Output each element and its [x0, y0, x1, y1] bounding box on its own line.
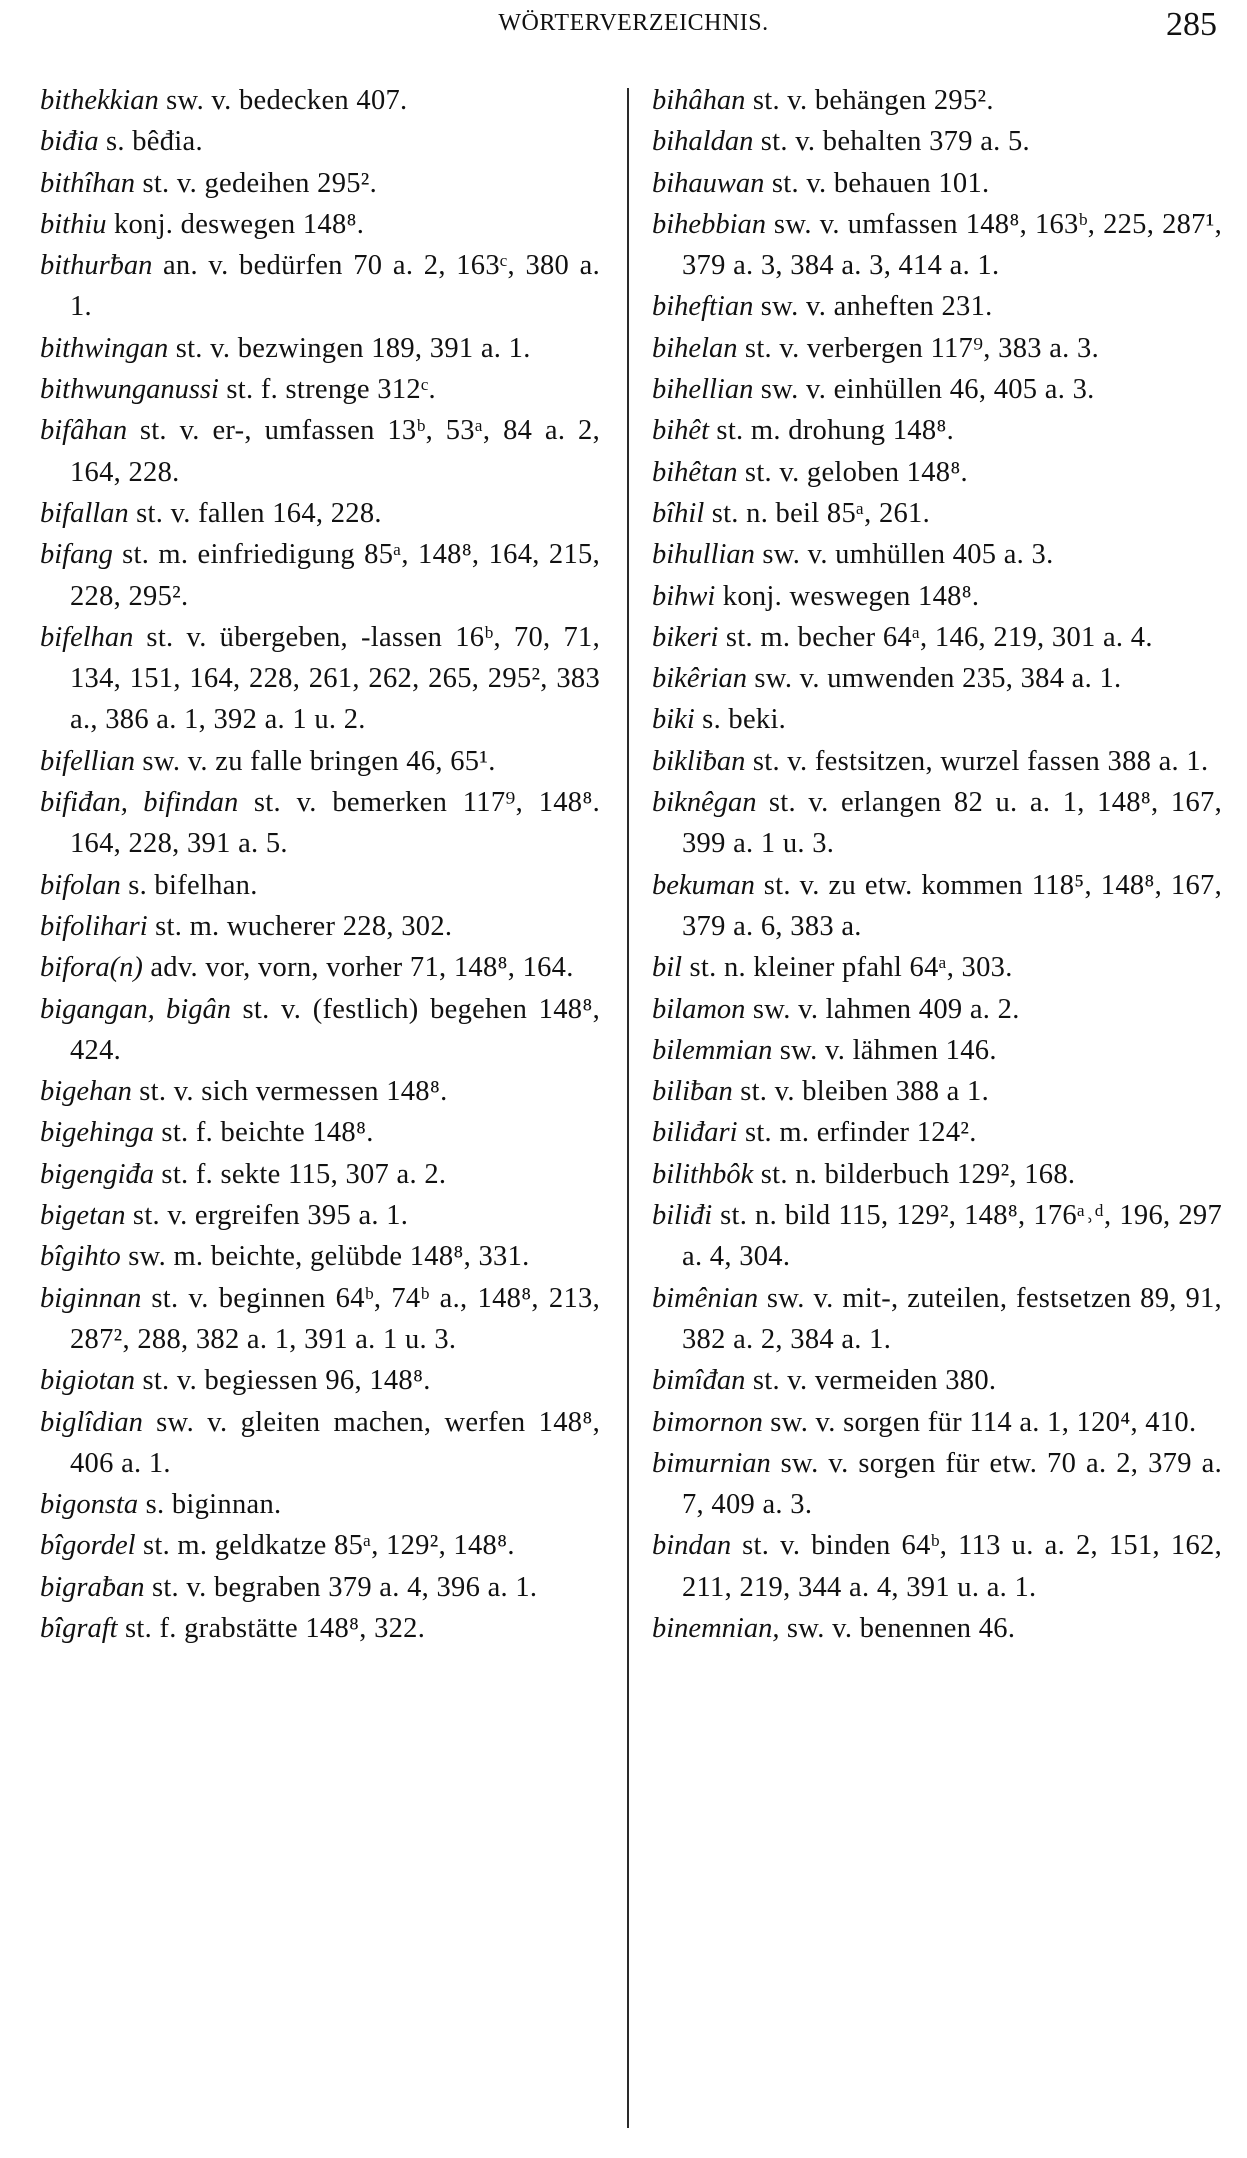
entry-headword: bigehinga — [40, 1117, 154, 1149]
dictionary-entry — [40, 1484, 600, 1525]
entry-definition: st. v. begiessen 96, 148⁸. — [135, 1365, 431, 1397]
dictionary-entry — [40, 741, 600, 782]
entry-definition: sw. v. umhüllen 405 a. 3. — [754, 539, 1054, 571]
entry-headword: bihêtan — [652, 456, 738, 488]
entry-headword: bigehan — [40, 1076, 132, 1108]
dictionary-entry — [40, 204, 600, 245]
entry-headword: bifolan — [40, 869, 121, 901]
dictionary-entry — [652, 1154, 1222, 1195]
dictionary-entry — [652, 617, 1222, 658]
entry-headword: bil — [652, 952, 683, 984]
page-number: 285 — [1166, 6, 1217, 43]
entry-headword: bimîđan — [652, 1365, 746, 1397]
entry-headword: bigraƀan — [40, 1571, 145, 1603]
entry-definition: st. v. begraben 379 a. 4, 396 a. 1. — [144, 1571, 538, 1603]
dictionary-entry — [652, 658, 1222, 699]
dictionary-entry — [652, 369, 1222, 410]
entry-definition: s. beki. — [694, 704, 787, 736]
entry-definition: st. v. bleiben 388 a 1. — [732, 1076, 990, 1108]
dictionary-entry — [40, 1402, 600, 1485]
entry-headword: bîgordel — [40, 1530, 136, 1562]
dictionary-entry — [652, 1195, 1222, 1278]
entry-headword: bithwingan — [40, 332, 169, 364]
entry-definition: sw. v. bedecken 407. — [158, 85, 408, 116]
entry-definition: st. v. geloben 148⁸. — [737, 456, 968, 488]
entry-definition: st. v. bezwingen 189, 391 a. 1. — [168, 332, 531, 364]
entry-definition: st. v. festsitzen, wurzel fassen 388 a. 1. — [745, 745, 1209, 777]
dictionary-entry — [40, 80, 600, 121]
entry-definition: st. n. beil 85ᵃ, 261. — [704, 497, 931, 529]
dictionary-entry — [652, 1360, 1222, 1401]
dictionary-entry — [40, 328, 600, 369]
entry-headword: bihwi — [652, 580, 716, 612]
entry-definition: sw. v. gleiten machen, werfen 148⁸, 406 a. 1. — [70, 1406, 600, 1479]
entry-definition: sw. v. umwenden 235, 384 a. 1. — [746, 663, 1122, 695]
entry-definition: st. f. grabstätte 148⁸, 322. — [117, 1612, 426, 1644]
entry-definition: an. v. bedürfen 70 a. 2, 163ᶜ, 380 a. 1. — [70, 250, 600, 323]
entry-definition: sw. m. beichte, gelübde 148⁸, 331. — [120, 1241, 530, 1273]
dictionary-entry — [40, 1112, 600, 1153]
entry-definition: sw. v. zu falle bringen 46, 65¹. — [135, 745, 496, 777]
dictionary-entry — [652, 163, 1222, 204]
dictionary-entry — [652, 699, 1222, 740]
dictionary-entry — [40, 1567, 600, 1608]
entry-definition: st. n. kleiner pfahl 64ᵃ, 303. — [682, 952, 1013, 984]
dictionary-entry — [652, 741, 1222, 782]
dictionary-entry — [40, 369, 600, 410]
entry-headword: bifora(n) — [40, 952, 143, 984]
entry-headword: biki — [652, 704, 695, 736]
entry-definition: st. v. behalten 379 a. 5. — [753, 126, 1030, 158]
entry-headword: bikliƀan — [652, 745, 746, 777]
dictionary-entry — [40, 617, 600, 741]
entry-definition: st. f. beichte 148⁸. — [154, 1117, 374, 1149]
entry-headword: bifiđan, bifindan — [40, 787, 239, 819]
entry-definition: st. f. strenge 312ᶜ. — [218, 374, 436, 406]
dictionary-entry — [40, 1236, 600, 1277]
entry-definition: konj. deswegen 148⁸. — [106, 208, 365, 240]
entry-definition: st. m. einfriedigung 85ᵃ, 148⁸, 164, 215, 228, 295². — [70, 539, 600, 612]
entry-headword: bigetan — [40, 1200, 126, 1232]
entry-definition: st. v. bemerken 117⁹, 148⁸. 164, 228, 391 a. 5. — [70, 787, 601, 860]
entry-headword: bithwunganussi — [40, 374, 219, 406]
entry-definition: st. m. geldkatze 85ᵃ, 129², 148⁸. — [135, 1530, 515, 1562]
entry-headword: bimornon — [652, 1406, 763, 1438]
entry-definition: st. v. fallen 164, 228. — [128, 497, 382, 529]
entry-definition: st. v. er-, umfassen 13ᵇ, 53ᵃ, 84 a. 2, 164, 228. — [70, 415, 600, 488]
dictionary-entry — [40, 493, 600, 534]
entry-definition: s. bifelhan. — [120, 869, 258, 901]
entry-headword: bikêrian — [652, 663, 747, 695]
dictionary-entry — [652, 1608, 1222, 1649]
entry-headword: bimênian — [652, 1282, 759, 1314]
page-header — [0, 0, 1247, 60]
page-title: WÖRTERVERZEICHNIS. — [498, 10, 769, 36]
entry-headword: biglîdian — [40, 1406, 143, 1438]
entry-headword: biliđari — [652, 1117, 738, 1149]
entry-definition: st. v. binden 64ᵇ, 113 u. a. 2, 151, 162, 211, 219, 344 a. 4, 391 u. a. 1. — [682, 1530, 1222, 1603]
entry-headword: bihêt — [652, 415, 709, 447]
dictionary-entry — [652, 989, 1222, 1030]
entry-headword: bithîhan — [40, 167, 136, 199]
entry-definition: st. v. sich vermessen 148⁸. — [131, 1076, 448, 1108]
entry-headword: bihauwan — [652, 167, 765, 199]
dictionary-entry — [652, 1402, 1222, 1443]
entry-headword: bifelhan — [40, 621, 134, 653]
dictionary-entry — [40, 1608, 600, 1649]
entry-headword: bithurƀan — [40, 250, 153, 282]
dictionary-entry — [40, 1360, 600, 1401]
entry-definition: sw. v. lähmen 146. — [772, 1034, 997, 1066]
dictionary-entry — [652, 410, 1222, 451]
entry-definition: st. v. verbergen 117⁹, 383 a. 3. — [737, 332, 1100, 364]
dictionary-entry — [652, 204, 1222, 287]
entry-headword: bîgraft — [40, 1612, 118, 1644]
entry-definition: st. m. wucherer 228, 302. — [147, 910, 453, 942]
dictionary-entry — [652, 865, 1222, 948]
entry-definition: st. v. (festlich) begehen 148⁸, 424. — [70, 993, 600, 1066]
dictionary-entry — [40, 1071, 600, 1112]
entry-headword: biheftian — [652, 291, 754, 323]
entry-definition: st. f. sekte 115, 307 a. 2. — [154, 1158, 447, 1190]
entry-headword: bindan — [652, 1530, 732, 1562]
entry-headword: bikeri — [652, 621, 719, 653]
entry-definition: sw. v. mit-, zuteilen, festsetzen 89, 91, 382 a. 2, 384 a. 1. — [682, 1282, 1222, 1355]
dictionary-entry — [40, 410, 600, 493]
entry-headword: bîgihto — [40, 1241, 121, 1273]
dictionary-entry — [40, 1154, 600, 1195]
dictionary-entry — [40, 163, 600, 204]
entry-headword: bihebbian — [652, 208, 766, 240]
entry-headword: bifellian — [40, 745, 135, 777]
dictionary-entry — [40, 1525, 600, 1566]
entry-definition: st. v. übergeben, -lassen 16ᵇ, 70, 71, 134, 151, 164, 228, 261, 262, 265, 295², 383 a., 386 a. 1, 392 a. 1 u. 2. — [70, 621, 600, 736]
entry-definition: s. bêđia. — [98, 126, 203, 158]
entry-definition: st. m. becher 64ᵃ, 146, 219, 301 a. 4. — [718, 621, 1153, 653]
entry-headword: bihaldan — [652, 126, 754, 158]
entry-definition: st. n. bilderbuch 129², 168. — [753, 1158, 1076, 1190]
entry-definition: sw. v. benennen 46. — [779, 1612, 1016, 1644]
dictionary-entry — [652, 534, 1222, 575]
entry-headword: bigiotan — [40, 1365, 136, 1397]
dictionary-entry — [652, 493, 1222, 534]
dictionary-entry — [40, 782, 600, 865]
dictionary-entry — [40, 1278, 600, 1361]
entry-definition: st. v. beginnen 64ᵇ, 74ᵇ a., 148⁸, 213, 287², 288, 382 a. 1, 391 a. 1 u. 3. — [70, 1282, 600, 1355]
entry-definition: st. v. behängen 295². — [745, 85, 994, 116]
entry-definition: st. v. vermeiden 380. — [745, 1365, 997, 1397]
entry-definition: sw. v. einhüllen 46, 405 a. 3. — [753, 374, 1095, 406]
entry-definition: st. m. erfinder 124². — [737, 1117, 977, 1149]
dictionary-entry — [652, 1030, 1222, 1071]
dictionary-entry — [40, 121, 600, 162]
entry-definition: sw. v. lahmen 409 a. 2. — [745, 993, 1020, 1025]
dictionary-entry — [40, 947, 600, 988]
entry-headword: bifallan — [40, 497, 129, 529]
entry-definition: adv. vor, vorn, vorher 71, 148⁸, 164. — [142, 952, 574, 984]
entry-headword: biđia — [40, 126, 99, 158]
dictionary-entry — [40, 865, 600, 906]
entry-headword: bihâhan — [652, 85, 746, 116]
entry-headword: bigangan, bigân — [40, 993, 231, 1025]
entry-definition: konj. weswegen 148⁸. — [715, 580, 980, 612]
dictionary-entry — [40, 534, 600, 617]
entry-definition: st. v. behauen 101. — [764, 167, 990, 199]
entry-headword: biliƀan — [652, 1076, 733, 1108]
entry-headword: bifang — [40, 539, 113, 571]
entry-headword: bifolihari — [40, 910, 148, 942]
entry-headword: bihelan — [652, 332, 738, 364]
dictionary-entry — [652, 328, 1222, 369]
entry-definition: st. v. ergreifen 395 a. 1. — [125, 1200, 409, 1232]
entry-definition: sw. v. sorgen für 114 a. 1, 120⁴, 410. — [762, 1406, 1197, 1438]
entry-definition: sw. v. sorgen für etw. 70 a. 2, 379 a. 7, 409 a. 3. — [682, 1447, 1222, 1521]
dictionary-entry — [652, 1278, 1222, 1361]
dictionary-entry — [40, 906, 600, 947]
entry-headword: bilamon — [652, 993, 746, 1025]
entry-headword: biliđi — [652, 1200, 713, 1232]
dictionary-entry — [652, 1071, 1222, 1112]
right-column — [652, 80, 1222, 1649]
entry-headword: bilithbôk — [652, 1158, 754, 1190]
dictionary-entry — [652, 80, 1222, 121]
dictionary-entry — [40, 1195, 600, 1236]
entry-headword: bithiu — [40, 208, 107, 240]
entry-headword: bimurnian — [652, 1447, 771, 1479]
dictionary-entry — [652, 1443, 1222, 1526]
entry-headword: bithekkian — [40, 85, 159, 116]
entry-definition: st. v. erlangen 82 u. a. 1, 148⁸, 167, 399 a. 1 u. 3. — [682, 787, 1222, 860]
dictionary-entry — [652, 1112, 1222, 1153]
dictionary-entry — [652, 947, 1222, 988]
entry-headword: bigonsta — [40, 1489, 139, 1521]
entry-definition: st. v. gedeihen 295². — [135, 167, 378, 199]
entry-definition: sw. v. umfassen 148⁸, 163ᵇ, 225, 287¹, 379 a. 3, 384 a. 3, 414 a. 1. — [682, 208, 1222, 282]
dictionary-entry — [40, 245, 600, 328]
dictionary-entry — [652, 782, 1222, 865]
entry-headword: bihellian — [652, 374, 754, 406]
entry-definition: sw. v. anheften 231. — [753, 291, 993, 323]
entry-definition: s. biginnan. — [138, 1489, 282, 1521]
left-column — [40, 80, 600, 1649]
dictionary-entry — [652, 286, 1222, 327]
entry-definition: st. n. bild 115, 129², 148⁸, 176ᵃ˒ᵈ, 196, 297 a. 4, 304. — [682, 1200, 1222, 1273]
entry-headword: bîhil — [652, 497, 705, 529]
dictionary-entry — [652, 576, 1222, 617]
dictionary-entry — [652, 121, 1222, 162]
dictionary-entry — [40, 989, 600, 1072]
dictionary-entry — [652, 452, 1222, 493]
column-divider — [627, 88, 629, 2128]
dictionary-entry — [652, 1525, 1222, 1608]
entry-headword: bekuman — [652, 869, 755, 901]
entry-headword: bigengiđa — [40, 1158, 154, 1190]
entry-headword: bilemmian — [652, 1034, 773, 1066]
entry-headword: biginnan — [40, 1282, 142, 1314]
entry-headword: binemnian, — [652, 1612, 780, 1644]
entry-definition: st. m. drohung 148⁸. — [709, 415, 955, 447]
entry-definition: st. v. zu etw. kommen 118⁵, 148⁸, 167, 379 a. 6, 383 a. — [682, 869, 1222, 942]
entry-headword: biknêgan — [652, 787, 757, 819]
entry-headword: bifâhan — [40, 415, 128, 447]
entry-headword: bihullian — [652, 539, 755, 571]
